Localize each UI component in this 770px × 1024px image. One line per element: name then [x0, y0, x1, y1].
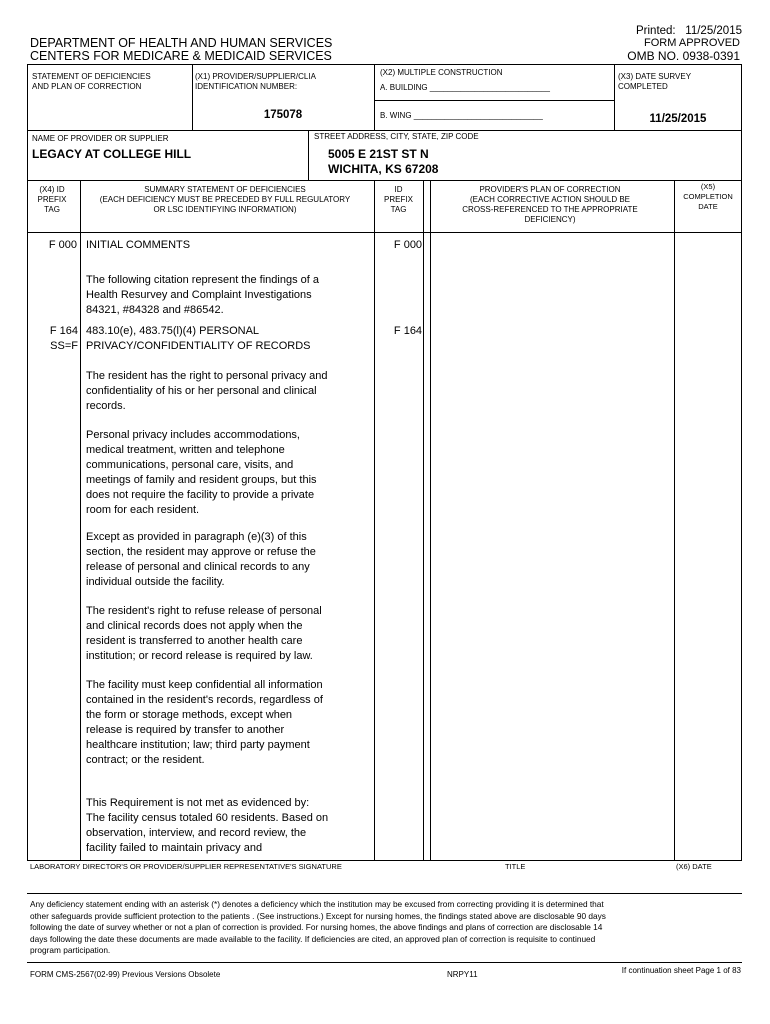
survey-date: 11/25/2015 — [649, 113, 707, 125]
x5-header: (X5) COMPLETION DATE — [683, 182, 733, 211]
address-line-1: 5005 E 21ST ST N — [328, 147, 429, 161]
id-tag-f000: F 000 — [393, 239, 423, 251]
paragraph-6: This Requirement is not met as evidenced by: The facility census totaled 60 residents. Based on observation, interview, and record review, the facility failed to maintain privacy and — [86, 797, 329, 854]
agency-line-2: CENTERS FOR MEDICARE & MEDICAID SERVICES — [30, 49, 332, 63]
agency-line-1: DEPARTMENT OF HEALTH AND HUMAN SERVICES — [30, 36, 333, 50]
form-approved: FORM APPROVED — [644, 37, 740, 49]
paragraph-2: Personal privacy includes accommodations, medical treatment, written and telephone communications, personal care, visits, and meetings of family and resident groups, but this does not require the facility to provide a private room for each resident. — [86, 429, 317, 516]
provider-name: LEGACY AT COLLEGE HILL — [32, 147, 192, 161]
form-number: FORM CMS-2567(02-99) Previous Versions Obsolete — [30, 970, 221, 979]
signature-label: LABORATORY DIRECTOR'S OR PROVIDER/SUPPLIER REPRESENTATIVE'S SIGNATURE — [30, 862, 342, 871]
title-label: TITLE — [505, 862, 526, 871]
provider-id: 175078 — [263, 109, 303, 121]
intro-paragraph: The following citation represent the findings of a Health Resurvey and Complaint Investigations 84321, #84328 and #86542. — [86, 274, 319, 316]
id-header: ID PREFIX TAG — [384, 185, 413, 214]
tag-f164: F 164 SS=F — [49, 325, 78, 352]
page-indicator: If continuation sheet Page 1 of 83 — [621, 966, 741, 975]
summary-header: SUMMARY STATEMENT OF DEFICIENCIES (EACH DEFICIENCY MUST BE PRECEDED BY FULL REGULATORY OR LSC IDENTIFYING INFORMATION) — [99, 185, 351, 214]
x2-wing: B. WING _____________________________ — [380, 111, 543, 120]
paragraph-5: The facility must keep confidential all information contained in the resident's records, regardless of the form or storage methods, except when release is required by transfer to another healthcare institution; law; third party payment contract; or the resident. — [86, 679, 323, 766]
form-code: NRPY11 — [447, 970, 478, 979]
printed-date: 11/25/2015 — [685, 25, 742, 37]
title-initial-comments: INITIAL COMMENTS — [86, 239, 191, 251]
id-tag-f164: F 164 — [393, 325, 423, 337]
paragraph-4: The resident's right to refuse release of personal and clinical records does not apply when the resident is transferred to another health care institution; or record release is required by law. — [86, 605, 322, 662]
address-label: STREET ADDRESS, CITY, STATE, ZIP CODE — [314, 132, 479, 141]
statement-label: STATEMENT OF DEFICIENCIES AND PLAN OF CORRECTION — [32, 72, 151, 91]
omb-number: OMB NO. 0938-0391 — [627, 49, 740, 63]
x3-label: (X3) DATE SURVEY COMPLETED — [618, 72, 692, 91]
plan-header: PROVIDER'S PLAN OF CORRECTION (EACH CORRECTIVE ACTION SHOULD BE CROSS-REFERENCED TO THE APPROPRIATE DEFICIENCY) — [462, 185, 638, 224]
x4-header: (X4) ID PREFIX TAG — [37, 185, 67, 214]
printed-label: Printed: — [636, 25, 676, 37]
tag-f000: F 000 — [48, 239, 77, 251]
x2-building: A. BUILDING ___________________________ — [380, 83, 550, 92]
disclaimer: Any deficiency statement ending with an asterisk (*) denotes a deficiency which the institution may be excused from correcting providing it is determined that other safeguards provide sufficient protection to the patients . (See instructions.) Except for nursing homes, the findings stated above are disclosable 90 days following the date of survey whether or not a plan of correction is provided. For nursing homes, the above findings and plans of correction are disclosable 14 days following the date these documents are made available to the facility. If deficiencies are cited, an approved plan of correction is requisite to continued program participation. — [30, 899, 606, 955]
x2-label: (X2) MULTIPLE CONSTRUCTION — [380, 68, 503, 77]
address-line-2: WICHITA, KS 67208 — [328, 162, 439, 176]
provider-name-label: NAME OF PROVIDER OR SUPPLIER — [32, 134, 169, 143]
title-privacy: 483.10(e), 483.75(l)(4) PERSONAL PRIVACY/CONFIDENTIALITY OF RECORDS — [86, 325, 311, 352]
paragraph-1: The resident has the right to personal privacy and confidentiality of his or her personal and clinical records. — [86, 370, 328, 412]
x1-label: (X1) PROVIDER/SUPPLIER/CLIA IDENTIFICATION NUMBER: — [195, 72, 316, 91]
paragraph-3: Except as provided in paragraph (e)(3) of this section, the resident may approve or refuse the release of personal and clinical records to any individual outside the facility. — [86, 531, 316, 588]
x6-date-label: (X6) DATE — [676, 862, 712, 871]
